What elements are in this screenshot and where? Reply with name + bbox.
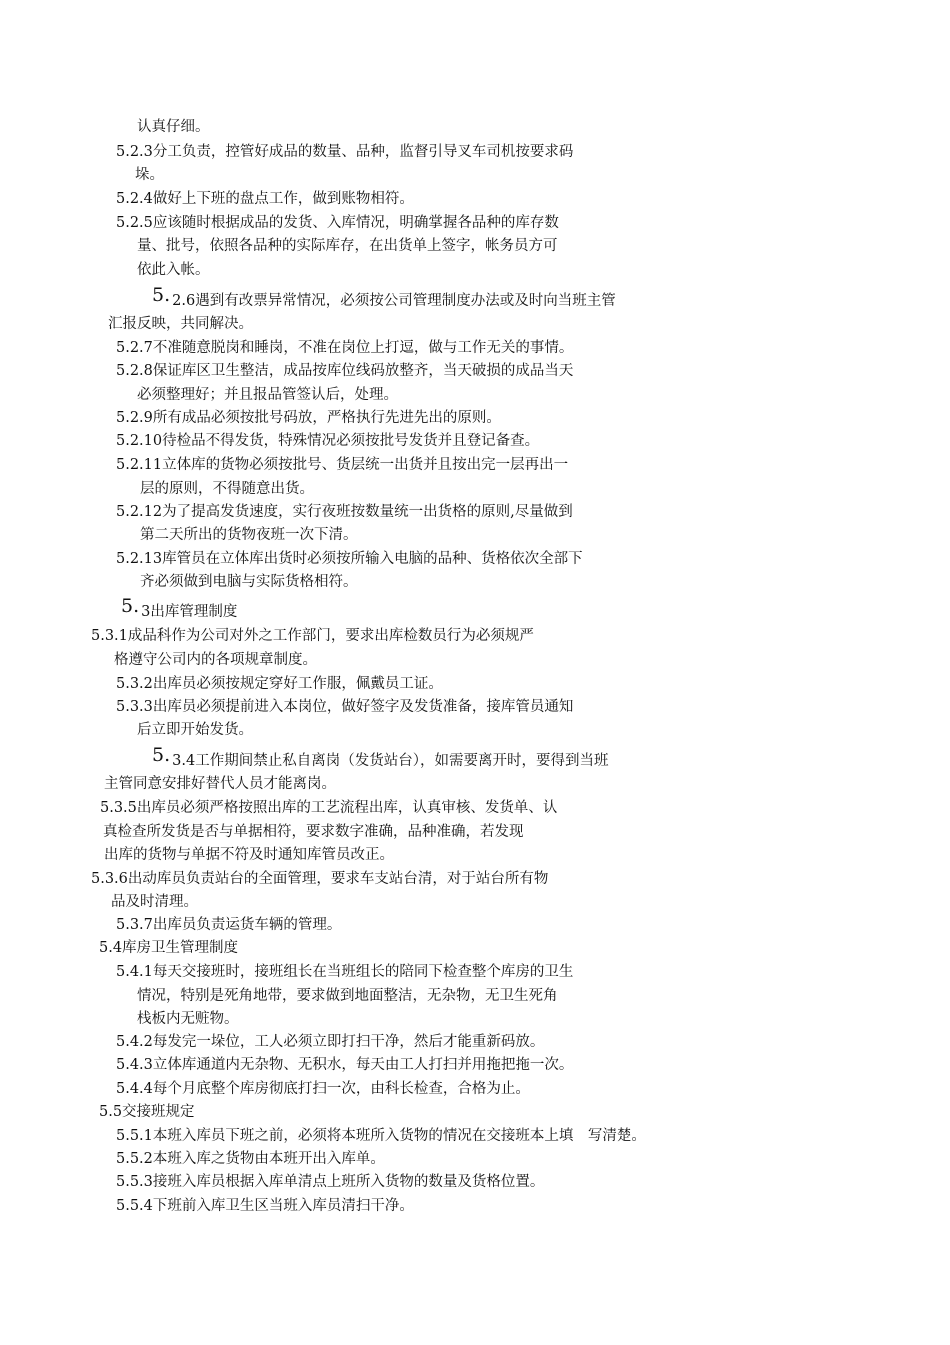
text-line: 5.2.8保证库区卫生整洁，成品按库位线码放整齐，当天破损的成品当天: [116, 363, 574, 379]
text-line: [152, 284, 616, 309]
text-line: 5.3.7出库员负责运货车辆的管理。: [116, 917, 342, 933]
section-heading: 5.4库房卫生管理制度: [99, 940, 239, 956]
text-line: 5.2.12为了提高发货速度，实行夜班按数量统一出货格的原则,尽量做到: [116, 504, 573, 520]
text-line: 主管同意安排好替代人员才能离岗。: [104, 776, 336, 792]
text-line: 出库的货物与单据不符及时通知库管员改正。: [104, 847, 394, 863]
text-line: 5.2.3分工负责，控管好成品的数量、品种，监督引导叉车司机按要求码: [116, 144, 574, 160]
text-line: 5.5.3接班入库员根据入库单清点上班所入货物的数量及货格位置。: [116, 1174, 545, 1190]
text-line: 5.3.6出动库员负责站台的全面管理，要求车支站台清，对于站台所有物: [91, 871, 549, 887]
text-line: [152, 744, 609, 769]
text-line: 真检查所发货是否与单据相符，要求数字准确，品种准确，若发现: [103, 824, 524, 840]
text-line: 5.5.1本班入库员下班之前，必须将本班所入货物的情况在交接班本上填 写清楚。: [116, 1128, 646, 1144]
section-heading: [121, 595, 238, 620]
section-heading: 5.5交接班规定: [99, 1104, 195, 1120]
text-line: 5.3.5出库员必须严格按照出库的工艺流程出库，认真审核、发货单、认: [100, 800, 558, 816]
text-line: 格遵守公司内的各项规章制度。: [114, 652, 317, 668]
text-line: 5.3.1成品科作为公司对外之工作部门，要求出库检数员行为必须规严: [91, 628, 534, 644]
text-line: 情况，特别是死角地带，要求做到地面整洁，无杂物，无卫生死角: [137, 988, 558, 1004]
text-line: 量、批号，依照各品种的实际库存，在出货单上签字，帐务员方可: [137, 238, 558, 254]
text-line: 5.2.13库管员在立体库出货时必须按所输入电脑的品种、货格依次全部下: [116, 551, 583, 567]
text-line: 依此入帐。: [137, 262, 210, 278]
text-line: 5.3.3出库员必须提前进入本岗位，做好签字及发货准备，接库管员通知: [116, 699, 574, 715]
text-line: 5.2.10待检品不得发货，特殊情况必须按批号发货并且登记备查。: [116, 433, 540, 449]
text-line: 认真仔细。: [137, 119, 210, 135]
text-line: 5.4.4每个月底整个库房彻底打扫一次，由科长检查，合格为止。: [116, 1081, 530, 1097]
text-line: 5.5.2本班入库之货物由本班开出入库单。: [116, 1151, 385, 1167]
text-line: 5.5.4下班前入库卫生区当班入库员清扫干净。: [116, 1198, 414, 1214]
text-line: 齐必须做到电脑与实际货格相符。: [140, 574, 358, 590]
text-line: 5.2.9所有成品必须按批号码放，严格执行先进先出的原则。: [116, 410, 501, 426]
text-line-body: 3.4工作期间禁止私自离岗（发货站台），如需要离开时，要得到当班: [172, 753, 609, 769]
text-line-body: 2.6遇到有改票异常情况，必须按公司管理制度办法或及时向当班主管: [172, 293, 616, 309]
text-line-body: 3出库管理制度: [141, 604, 238, 620]
text-line: 层的原则，不得随意出货。: [140, 481, 314, 497]
text-line: 品及时清理。: [111, 894, 198, 910]
text-line: 5.2.7不准随意脱岗和睡岗，不准在岗位上打逗，做与工作无关的事情。: [116, 340, 574, 356]
text-line: 5.2.4做好上下班的盘点工作，做到账物相符。: [116, 191, 414, 207]
text-line: 汇报反映，共同解决。: [108, 316, 253, 332]
text-line: 5.2.11立体库的货物必须按批号、货层统一出货并且按出完一层再出一: [116, 457, 569, 473]
text-line: 5.4.1每天交接班时，接班组长在当班组长的陪同下检查整个库房的卫生: [116, 964, 574, 980]
section-prefix: 5.: [152, 284, 171, 306]
text-line: 5.3.2出库员必须按规定穿好工作服，佩戴员工证。: [116, 676, 443, 692]
text-line: 5.4.2每发完一垛位，工人必须立即打扫干净，然后才能重新码放。: [116, 1034, 545, 1050]
text-line: 栈板内无赃物。: [137, 1011, 239, 1027]
text-line: 5.4.3立体库通道内无杂物、无积水，每天由工人打扫并用拖把拖一次。: [116, 1057, 574, 1073]
text-line: 第二天所出的货物夜班一次下清。: [140, 527, 358, 543]
section-prefix: 5.: [121, 595, 140, 617]
text-line: 必须整理好；并且报品管签认后，处理。: [137, 387, 398, 403]
text-line: 后立即开始发货。: [137, 722, 253, 738]
section-prefix: 5.: [152, 744, 171, 766]
text-line: 5.2.5应该随时根据成品的发货、入库情况，明确掌握各品种的库存数: [116, 215, 559, 231]
text-line: 垛。: [135, 167, 164, 183]
